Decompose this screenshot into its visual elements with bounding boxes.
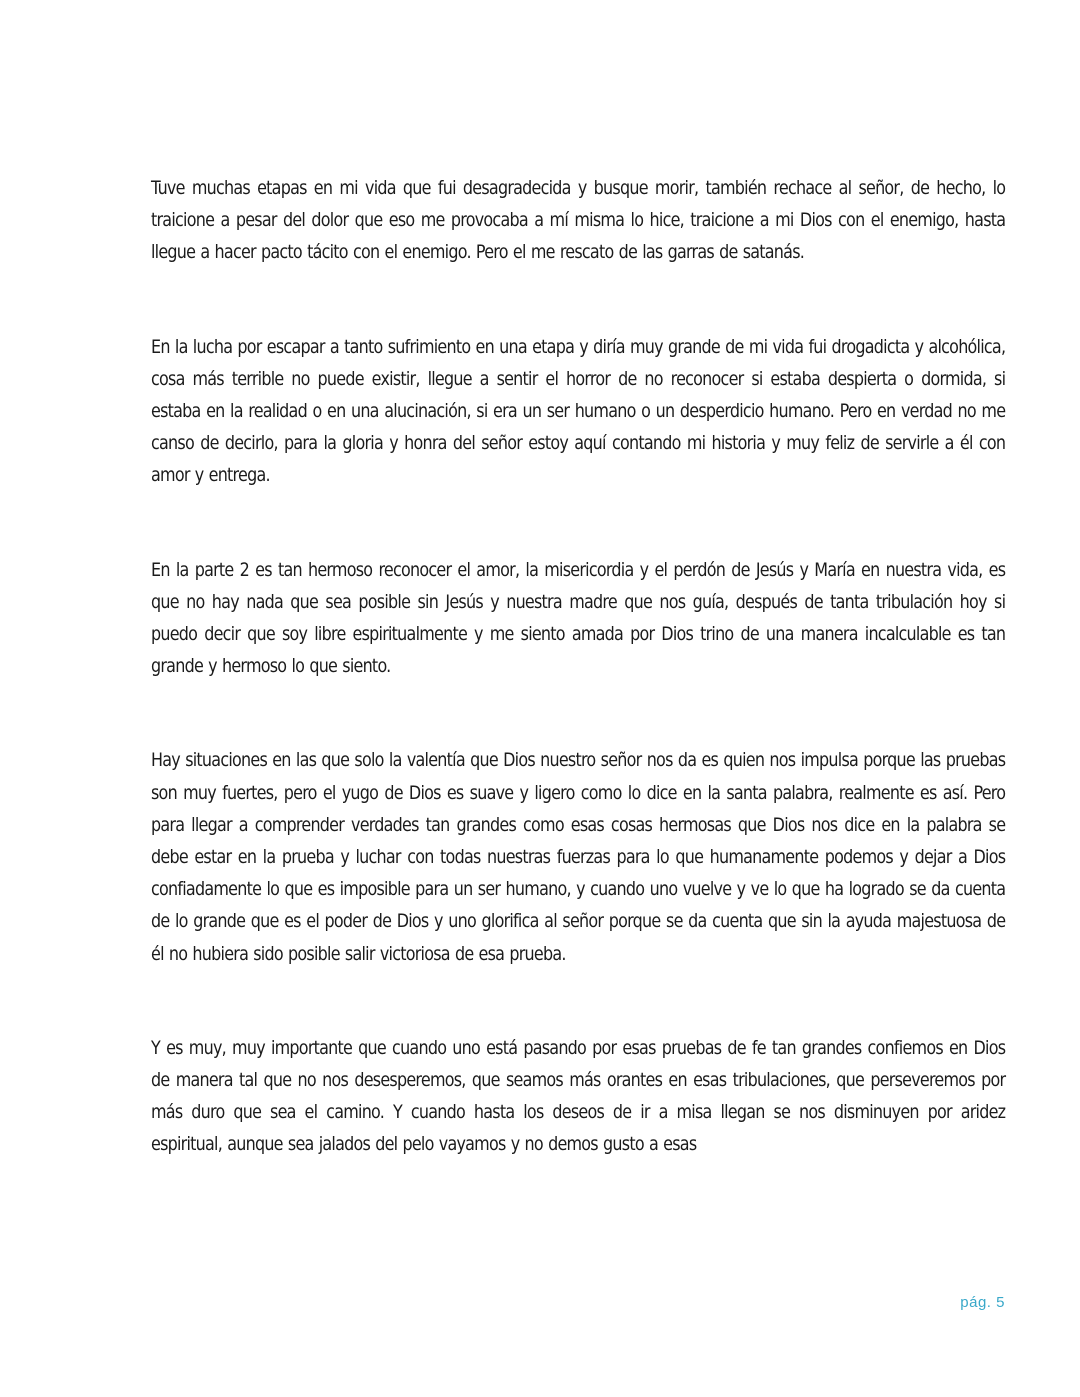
paragraph-3: En la parte 2 es tan hermoso reconocer el amor, la misericordia y el perdón de Jesús y María en nuestra vida, es que no hay nada que sea posible sin Jesús y nuestra madre que nos guía, después de tanta tribulación hoy si puedo decir que soy libre espiritualmente y me siento amada por Dios trino de una manera incalculable es tan grande y hermoso lo que siento. (151, 558, 1006, 678)
paragraph-5: Y es muy, muy importante que cuando uno está pasando por esas pruebas de fe tan grandes confiemos en Dios de manera tal que no nos desesperemos, que seamos más orantes en esas tribulaciones, que perseveremos por más duro que sea el camino. Y cuando hasta los deseos de ir a misa llegan se nos disminuyen por aridez espiritual, aunque sea jalados del pelo vayamos y no demos gusto a esas (151, 1036, 1006, 1156)
paragraph-2: En la lucha por escapar a tanto sufrimiento en una etapa y diría muy grande de mi vida fui drogadicta y alcohólica, cosa más terrible no puede existir, llegue a sentir el horror de no reconocer si estaba despierta o dormida, si estaba en la realidad o en una alucinación, si era un ser humano o un desperdicio humano. Pero en verdad no me canso de decirlo, para la gloria y honra del señor estoy aquí contando mi historia y muy feliz de servirle a él con amor y entrega. (151, 335, 1006, 487)
paragraph-4: Hay situaciones en las que solo la valentía que Dios nuestro señor nos da es quien nos impulsa porque las pruebas son muy fuertes, pero el yugo de Dios es suave y ligero como lo dice en la santa palabra, realmente es así. Pero para llegar a comprender verdades tan grandes como esas cosas hermosas que Dios nos dice en la palabra se debe estar en la prueba y luchar con todas nuestras fuerzas para lo que humanamente podemos y dejar a Dios confiadamente lo que es imposible para un ser humano, y cuando uno vuelve y ve lo que ha logrado se da cuenta de lo grande que es el poder de Dios y uno glorifica al señor porque se da cuenta que sin la ayuda majestuosa de él no hubiera sido posible salir victoriosa de esa prueba. (151, 749, 1006, 965)
page-body (151, 172, 1005, 1223)
paragraph-1: Tuve muchas etapas en mi vida que fui desagradecida y busque morir, también rechace al señor, de hecho, lo traicione a pesar del dolor que eso me provocaba a mí misma lo hice, traicione a mi Dios con el enemigo, hasta llegue a hacer pacto tácito con el enemigo. Pero el me rescato de las garras de satanás. (151, 177, 1006, 264)
page-number: pág. 5 (960, 1294, 1005, 1311)
